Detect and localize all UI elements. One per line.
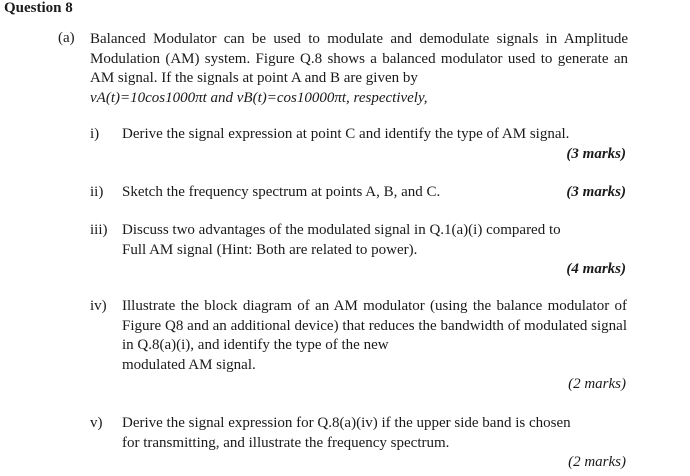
sub-question-iv <box>90 297 630 397</box>
sub-question-number: v) <box>90 415 103 431</box>
marks-label: (2 marks) <box>568 454 626 470</box>
sub-question-iii <box>90 221 630 281</box>
sub-question-line: modulated AM signal. <box>122 356 256 373</box>
marks-label: (3 marks) <box>566 184 626 200</box>
sub-question-text <box>122 221 627 260</box>
sub-question-text <box>122 183 627 203</box>
intro-line: Balanced Modulator can be used to modulate and demodulate signals in <box>90 31 558 47</box>
marks-label: (2 marks) <box>568 376 626 392</box>
part-a-label: (a) <box>58 30 75 46</box>
sub-question-number: iv) <box>90 298 107 314</box>
sub-question-text <box>122 414 627 453</box>
intro-formula: vA(t)=10cos1000πt and vB(t)=cos10000πt, respectively, <box>90 89 428 106</box>
intro-line: used to generate an AM signal. If the signals at point A and B are given by <box>90 50 628 86</box>
sub-question-line: Illustrate the block diagram of an AM modulator (using the balance <box>122 298 543 314</box>
sub-question-line: bandwidth of modulated signal in Q.8(a)(i), and identify the type of the new <box>122 317 628 353</box>
sub-question-text <box>122 297 627 375</box>
sub-question-line: Discuss two advantages of the modulated signal in Q.1(a)(i) compared to <box>122 222 561 238</box>
question-title: Question 8 <box>4 0 73 16</box>
marks-label: (4 marks) <box>566 261 626 277</box>
sub-question-line: Full AM signal (Hint: Both are related to power). <box>122 241 418 258</box>
sub-question-number: i) <box>90 126 100 142</box>
sub-question-number: iii) <box>90 222 108 238</box>
sub-question-line: modulator of Figure Q8 and an additional device) that reduces the <box>122 298 628 334</box>
sub-question-v <box>90 414 630 474</box>
sub-question-line: Sketch the frequency spectrum at points A, B, and C. <box>122 184 441 200</box>
sub-question-i <box>90 125 630 165</box>
sub-question-line: Derive the signal expression for Q.8(a)(iv) if the upper side band is chosen <box>122 415 571 431</box>
sub-question-text <box>122 125 627 145</box>
sub-question-number: ii) <box>90 184 104 200</box>
sub-question-line: Derive the signal expression at point C and identify the type of AM signal. <box>122 126 570 142</box>
part-a-intro <box>90 30 628 108</box>
intro-line: Amplitude Modulation (AM) system. Figure Q.8 shows a balanced modulator <box>90 31 628 67</box>
sub-question-ii <box>90 183 630 203</box>
sub-question-line: for transmitting, and illustrate the frequency spectrum. <box>122 434 450 451</box>
marks-label: (3 marks) <box>566 146 626 162</box>
